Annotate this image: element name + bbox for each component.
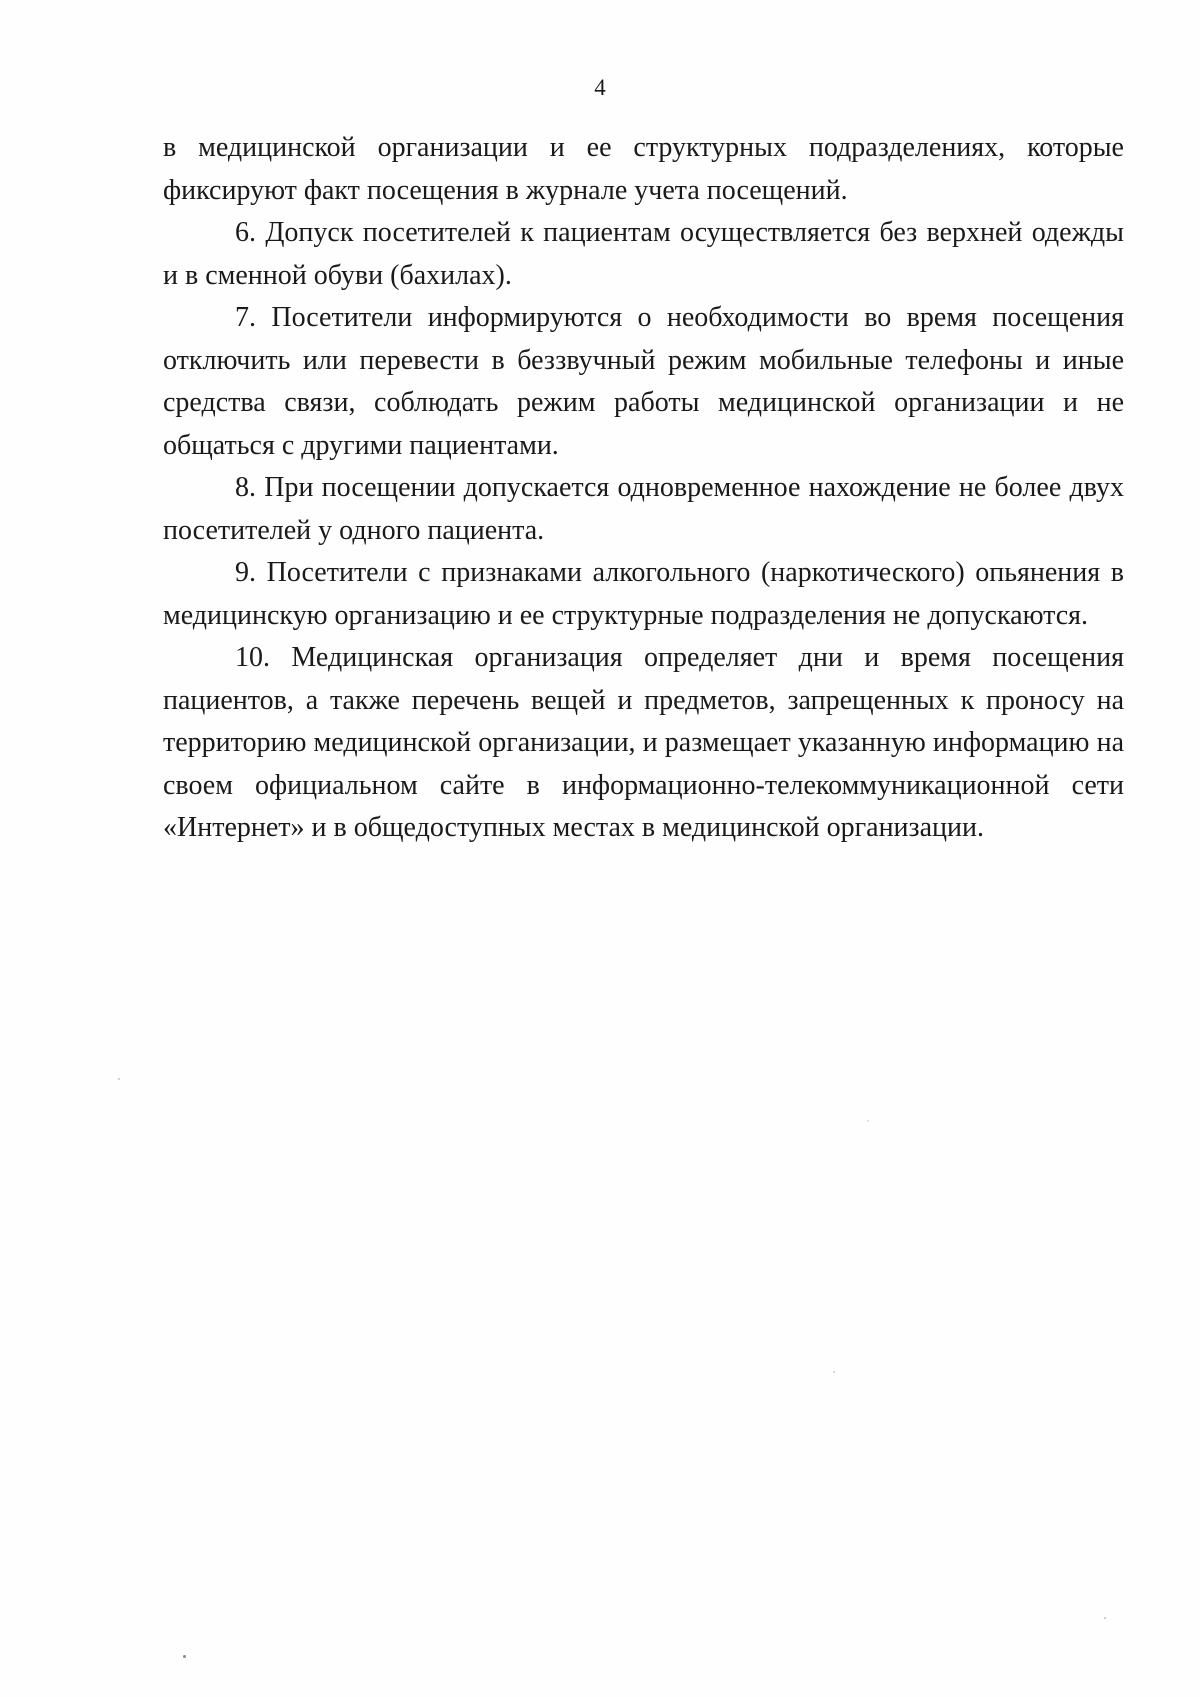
scan-speck [867,1120,869,1122]
paragraph-continuation: в медицинской организации и ее структурных подразделениях, которые фиксируют факт посещения в журнале учета посещений. [163,132,1124,206]
page-number: 4 [594,75,606,100]
paragraph-item-9: 9. Посетители с признаками алкогольного (наркотического) опьянения в медицинскую организацию и ее структурные подразделения не допускаются. [163,557,1124,631]
scan-speck [183,1655,186,1658]
document-body [163,127,1124,850]
scan-speck [1104,1617,1106,1619]
paragraph-item-8: 8. При посещении допускается одновременное нахождение не более двух посетителей у одного пациента. [163,472,1124,546]
paragraph-item-6: 6. Допуск посетителей к пациентам осуществляется без верхней одежды и в сменной обуви (бахилах). [163,217,1124,291]
scan-speck [833,1371,835,1373]
scan-speck [118,1078,120,1080]
paragraph-item-10: 10. Медицинская организация определяет дни и время посещения пациентов, а также перечень вещей и предметов, запрещенных к проносу на территорию медицинской организации, и размещает указанную информацию на своем официальном сайте в информационно-телекоммуникационной сети «Интернет» и в общедоступных местах в медицинской организации. [163,642,1124,843]
paragraph-item-7: 7. Посетители информируются о необходимости во время посещения отключить или перевести в беззвучный режим мобильные телефоны и иные средства связи, соблюдать режим работы медицинской организации и не общаться с другими пациентами. [163,302,1124,461]
